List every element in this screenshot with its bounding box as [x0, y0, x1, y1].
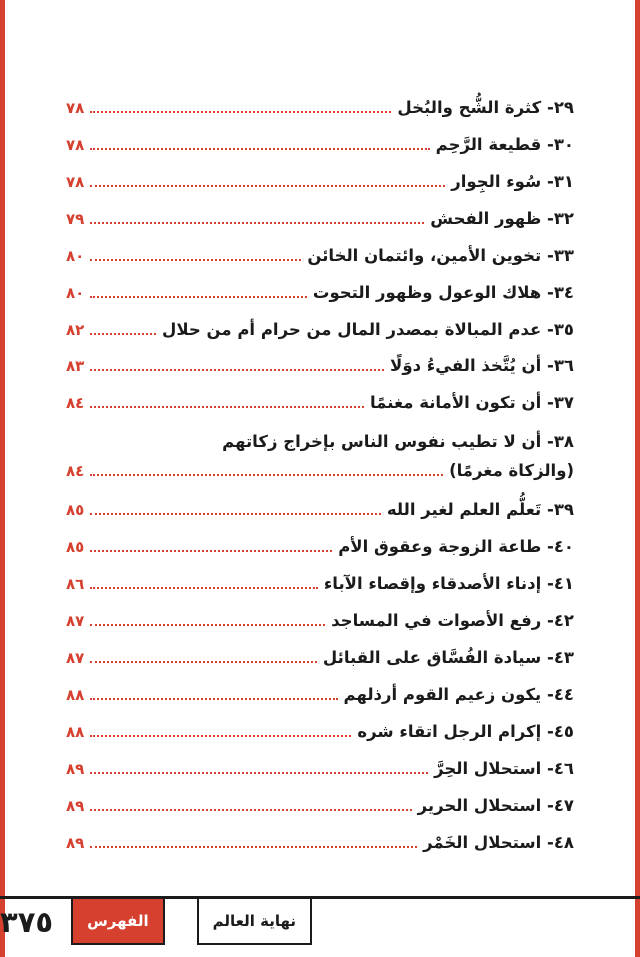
toc-entry-page: ٧٩: [66, 209, 85, 228]
toc-entry[interactable]: [66, 170, 574, 194]
toc-entry-page: ٨٩: [66, 833, 85, 852]
toc-entry[interactable]: [66, 720, 574, 744]
toc-entry[interactable]: [66, 646, 574, 670]
footer-tab-book-title: نهاية العالم: [197, 899, 312, 945]
toc-entry-page: ٨٠: [66, 246, 85, 265]
toc-entry-page: ٨٨: [66, 686, 85, 704]
toc-entry-title: ٣١- سُوء الجِوار: [451, 171, 574, 191]
toc-leader-dots: [90, 697, 337, 700]
toc-leader-dots: [90, 586, 318, 589]
toc-entry-title: ٤١- إدناء الأصدقاء وإقصاء الآباء: [323, 574, 574, 594]
toc-entry[interactable]: [66, 609, 574, 633]
toc-entry-page: ٨٢: [66, 320, 85, 339]
toc-entry-page: ٨٥: [66, 538, 85, 557]
toc-entry-page: ٨٤: [66, 462, 85, 481]
toc-leader-dots: [90, 771, 428, 774]
toc-entry[interactable]: [66, 281, 574, 305]
toc-entry-title: ٣٦- أن يُتَّخذ الفيءُ دوَلًا: [390, 356, 574, 376]
toc-entry-title: ٤٤- يكون زعيم القوم أرذلهم: [343, 685, 574, 704]
toc-leader-dots: [90, 295, 307, 298]
toc-entry[interactable]: [66, 535, 574, 559]
toc-entry[interactable]: [66, 318, 574, 342]
toc-entry-title: ٣٢- ظهور الفحش: [430, 208, 574, 228]
toc-entry[interactable]: [66, 207, 574, 231]
toc-leader-dots: [90, 332, 156, 335]
toc-entry[interactable]: [66, 831, 574, 855]
toc-leader-dots: [90, 184, 445, 187]
toc-entry-page: ٨٣: [66, 357, 85, 376]
toc-entry-title: ٤٠- طاعة الزوجة وعقوق الأم: [338, 537, 574, 557]
page-footer: [0, 882, 640, 957]
toc-leader-dots: [90, 734, 351, 737]
toc-entry-title: ٣٥- عدم المبالاة بمصدر المال من حرام أم من حلال: [162, 319, 574, 339]
toc-entry-page: ٨٧: [66, 612, 85, 631]
toc-entry-title: ٣٤- هلاك الوعول وظهور التحوت: [312, 282, 574, 302]
footer-tab-index: الفهرس: [71, 899, 165, 945]
toc-entry-page: ٨٦: [66, 575, 85, 594]
toc-entry-title: ٤٣- سيادة الفُسَّاق على القبائل: [322, 648, 574, 668]
toc-leader-dots: [90, 110, 391, 113]
toc-entry-title: ٤٦- استحلال الحِرَّ: [434, 758, 574, 778]
toc-leader-dots: [90, 623, 325, 626]
toc-entry-title: ٢٩- كثرة الشُّح والبُخل: [397, 98, 574, 117]
toc-entry-page: ٨٧: [66, 649, 85, 668]
toc-entry-title: ٤٢- رفع الأصوات في المساجد: [331, 611, 574, 631]
toc-leader-dots: [90, 549, 332, 552]
toc-entry-title: ٣٩- تَعلُّم العلم لغير الله: [386, 500, 574, 520]
toc-entry[interactable]: [66, 354, 574, 378]
toc-leader-dots: [90, 808, 411, 811]
toc-entry[interactable]: [66, 572, 574, 596]
toc-leader-dots: [90, 512, 381, 515]
toc-entry[interactable]: [66, 498, 574, 522]
toc-entry[interactable]: [66, 757, 574, 781]
toc-entry[interactable]: [66, 96, 574, 120]
toc-entry-page: ٨٠: [66, 283, 85, 302]
toc-leader-dots: [90, 405, 364, 408]
toc-entry-page: ٨٥: [66, 501, 85, 520]
toc-entry-page: ٨٤: [66, 394, 85, 413]
toc-entry-page: ٧٨: [66, 99, 85, 117]
toc-entry-title: ٣٧- أن تكون الأمانة مغنمًا: [369, 393, 574, 413]
toc-leader-dots: [90, 221, 424, 224]
toc-entry-page: ٧٨: [66, 135, 85, 154]
toc-leader-dots: [90, 660, 317, 663]
toc-entry-title: ٣٣- تخوين الأمين، وائتمان الخائن: [307, 245, 574, 265]
toc-leader-dots: [90, 258, 301, 261]
toc-entry-page: ٨٨: [66, 722, 85, 741]
toc-entry-title-continued: (والزكاة مغرمًا): [449, 461, 574, 481]
toc-entry-page: ٧٨: [66, 172, 85, 191]
toc-leader-dots: [90, 368, 384, 371]
toc-leader-dots: [90, 845, 417, 848]
toc-entry-title: ٤٥- إكرام الرجل اتقاء شره: [357, 721, 574, 741]
toc-entry-page: ٨٩: [66, 759, 85, 778]
toc-leader-dots: [90, 473, 443, 476]
toc-entry[interactable]: [66, 391, 574, 415]
toc-entry-title: ٣٠- قطيعة الرَّحِم: [435, 134, 574, 154]
toc-entry-title: ٤٨- استحلال الخَمْر: [423, 832, 574, 852]
toc-leader-dots: [90, 147, 429, 150]
toc-entry-title: ٤٧- استحلال الحرير: [417, 795, 574, 815]
toc-entry[interactable]: [66, 133, 574, 157]
toc-entry-title: ٣٨- أن لا تطيب نفوس الناس بإخراج زكاتهم: [222, 432, 574, 452]
table-of-contents: [66, 96, 574, 868]
toc-entry-second-line: [66, 457, 574, 485]
toc-entry[interactable]: [66, 794, 574, 818]
toc-entry-page: ٨٩: [66, 796, 85, 815]
toc-entry[interactable]: [66, 683, 574, 707]
toc-entry[interactable]: [66, 244, 574, 268]
page-number: ٣٧٥: [0, 905, 54, 939]
toc-entry[interactable]: [66, 428, 574, 485]
